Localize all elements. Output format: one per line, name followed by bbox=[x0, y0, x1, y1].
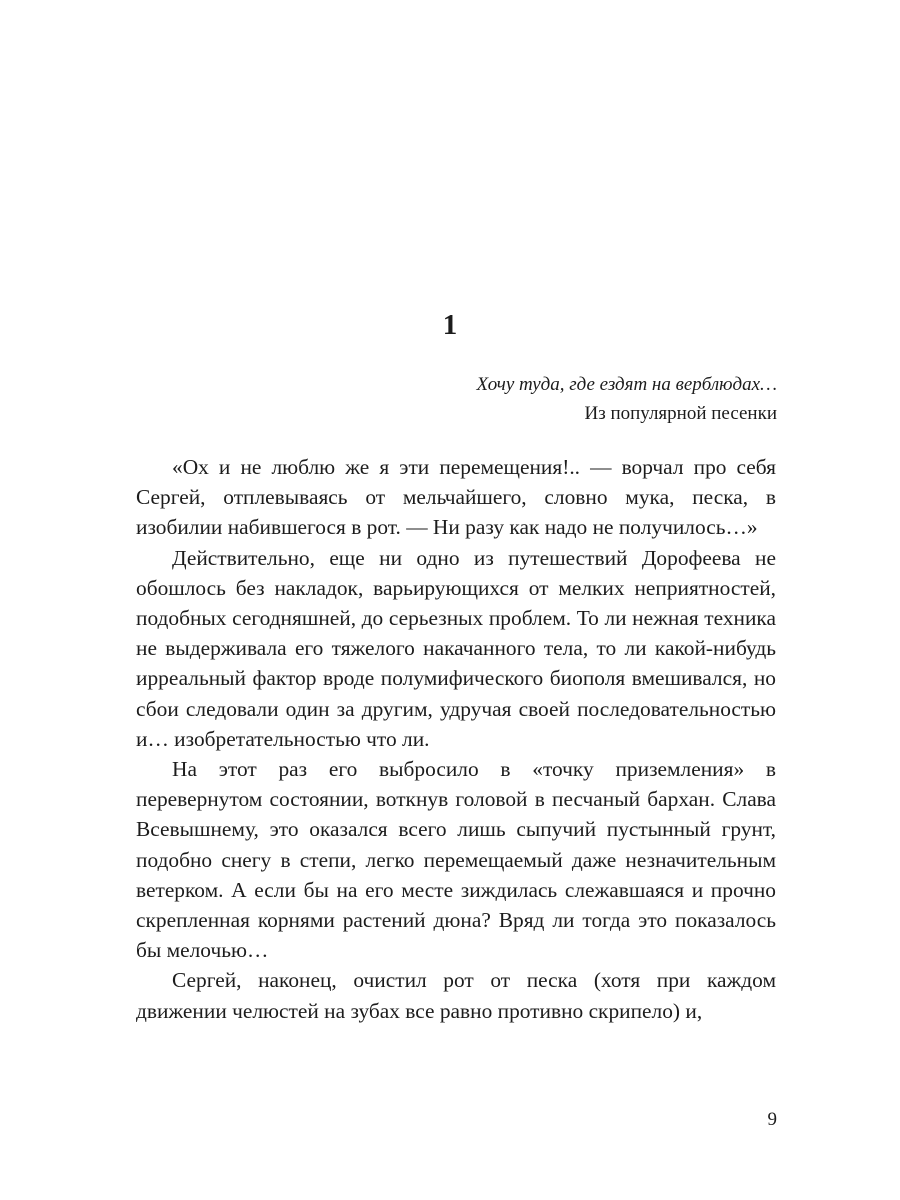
page-number: 9 bbox=[767, 1109, 777, 1130]
paragraph: На этот раз его выбросило в «точку приземления» в перевернутом состоянии, воткнув головой в песчаный бархан. Слава Всевышнему, это оказался всего лишь сыпучий пустынный грунт, подобно снегу в степи, легко перемещаемый даже незначительным ветерком. А если бы на его месте зиждилась слежавшаяся и прочно скрепленная корнями растений дюна? Вряд ли тогда это показалось бы мелочью… bbox=[136, 757, 776, 963]
paragraph: Действительно, еще ни одно из путешествий Дорофеева не обошлось без накладок, варьирующихся от мелких неприятностей, подобных сегодняшней, до серьезных проблем. То ли нежная техника не выдерживала его тяжелого накачанного тела, то ли какой-нибудь ирреальный фактор вроде полумифического биополя вмешивался, но сбои следовали один за другим, удручая своей последовательностью и… изобретательностью что ли. bbox=[136, 545, 776, 751]
epigraph-text: Хочу туда, где ездят на верблюдах… bbox=[476, 374, 777, 395]
epigraph-source: Из популярной песенки bbox=[584, 403, 777, 424]
chapter-number: 1 bbox=[442, 309, 458, 341]
body-text bbox=[136, 452, 776, 1026]
paragraph: Сергей, наконец, очистил рот от песка (хотя при каждом движении челюстей на зубах все равно противно скрипело) и, bbox=[136, 968, 776, 1023]
paragraph: «Ох и не люблю же я эти перемещения!.. — ворчал про себя Сергей, отплевываясь от мельчайшего, словно мука, песка, в изобилии набившегося в рот. — Ни разу как надо не получилось…» bbox=[136, 455, 776, 540]
epigraph bbox=[477, 370, 777, 428]
